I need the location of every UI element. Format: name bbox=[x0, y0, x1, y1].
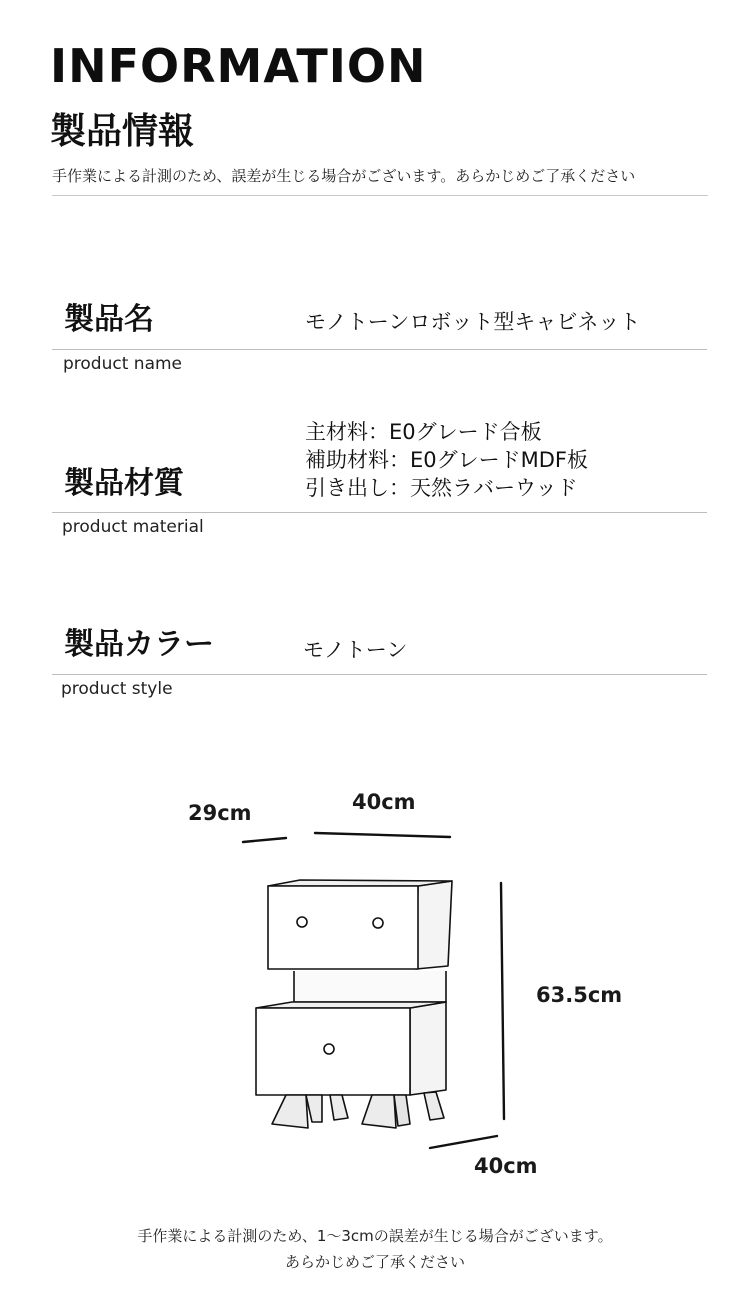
leg-front-left bbox=[272, 1095, 308, 1128]
product-name-label-en: product name bbox=[63, 354, 182, 374]
leg-back-left bbox=[306, 1095, 322, 1122]
measurement-note: 手作業による計測のため、誤差が生じる場合がございます。あらかじめご了承ください bbox=[52, 167, 636, 185]
cabinet-illustration bbox=[0, 760, 750, 1160]
leg-back-left-2 bbox=[330, 1095, 348, 1120]
header-divider bbox=[52, 195, 708, 196]
product-color-value: モノトーン bbox=[303, 638, 408, 662]
product-material-label-en: product material bbox=[62, 517, 204, 537]
depth-dimension-line bbox=[243, 838, 286, 842]
footer-note-line2: あらかじめご了承ください bbox=[284, 1253, 465, 1271]
product-material-label: 製品材質 bbox=[64, 466, 184, 501]
product-material-divider bbox=[52, 512, 707, 513]
product-name-divider bbox=[52, 349, 707, 350]
knob-top-left bbox=[297, 917, 307, 927]
body-top bbox=[256, 1002, 446, 1008]
height-dimension-label: 63.5cm bbox=[536, 983, 623, 1007]
product-name-value: モノトーンロボット型キャビネット bbox=[305, 310, 641, 334]
width-bottom-dimension-line bbox=[430, 1136, 497, 1148]
knob-bottom bbox=[324, 1044, 334, 1054]
material-drawer: 引き出し：天然ラバーウッド bbox=[305, 476, 578, 500]
top-drawer-top bbox=[268, 880, 452, 886]
depth-dimension-label: 29cm bbox=[188, 801, 252, 825]
material-main: 主材料：E0グレード合板 bbox=[305, 420, 542, 444]
body-side bbox=[410, 1002, 446, 1095]
top-drawer-side bbox=[416, 881, 452, 969]
product-color-label-en: product style bbox=[61, 679, 173, 699]
product-color-label: 製品カラー bbox=[64, 627, 214, 662]
product-color-divider bbox=[52, 674, 707, 675]
leg-front-right bbox=[362, 1095, 396, 1128]
width-bottom-dimension-label: 40cm bbox=[474, 1154, 538, 1178]
knob-top-right bbox=[373, 918, 383, 928]
page-subtitle: 製品情報 bbox=[50, 111, 195, 152]
leg-back-right bbox=[424, 1092, 444, 1120]
top-drawer-front bbox=[268, 886, 418, 969]
footer-note-line1: 手作業による計測のため、1〜3cmの誤差が生じる場合がございます。 bbox=[137, 1227, 613, 1245]
material-sub: 補助材料：E0グレードMDF板 bbox=[305, 448, 588, 472]
width-top-dimension-line bbox=[315, 833, 450, 837]
product-name-label: 製品名 bbox=[64, 302, 154, 337]
width-top-dimension-label: 40cm bbox=[352, 790, 416, 814]
open-shelf bbox=[294, 971, 446, 1002]
height-dimension-line bbox=[501, 883, 504, 1119]
page-title: INFORMATION bbox=[50, 39, 427, 93]
leg-right-side bbox=[394, 1095, 410, 1126]
